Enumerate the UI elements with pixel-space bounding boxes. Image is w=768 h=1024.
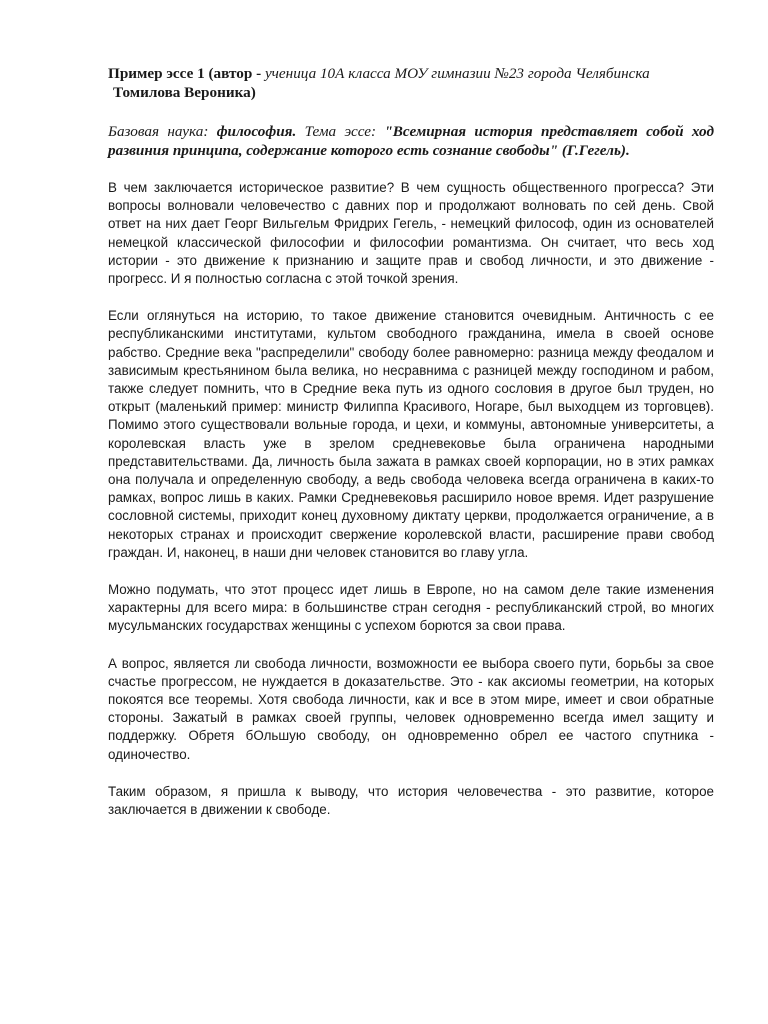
paragraph-4: А вопрос, является ли свобода личности, возможности ее выбора своего пути, борьбы за свое счастье прогрессом, не нуждается в доказательстве. Это - как аксиомы геометрии, на которых покоятся все теоремы. Хотя свобода личности, как и все в этом мире, имеет и свои обратные стороны. Зажатый в рамках своей группы, человек одновременно всегда имел защиту и поддержку. Обретя бОльшую свободу, он одновременно обрел ее частого спутника - одиночество.: [108, 655, 714, 762]
essay-topic-label: Тема эссе:: [296, 123, 385, 140]
paragraph-3: Можно подумать, что этот процесс идет лишь в Европе, но на самом деле такие изменения характерны для всего мира: в большинстве стран сегодня - республиканский строй, во многих мусульманских государствах женщины с успехом борются за свои права.: [108, 582, 714, 634]
essay-topic-quote: "Всемирная история представляет собой ход развиния принципа, содержание которого есть сознание свободы" (Г.Гегель).: [108, 123, 714, 159]
essay-header: [108, 64, 714, 102]
essay-page: [108, 64, 714, 819]
paragraph-2: Если оглянуться на историю, то такое движение становится очевидным. Античность с ее республиканскими институтами, культом свободного гражданина, имела в своей основе рабство. Средние века "распределили" свободу более равномерно: разница между феодалом и зависимым крестьянином была велика, но несравнима с разницей между господином и рабом, также следует помнить, что в Средние века путь из одного сословия в другое был труден, но открыт (маленький пример: министр Филиппа Красивого, Ногаре, был выходцем из торговцев). Помимо этого существовали вольные города, и цехи, и коммуны, автономные университеты, а королевская власть уже в зрелом средневековье была ограничена народными представительствами. Да, личность была зажата в рамках своей корпорации, но в этих рамках она получала и определенную свободу, а ведь свобода человека всегда ограничена в каких-то рамках, вопрос лишь в каких. Рамки Средневековья расширило новое время. Идет разрушение сословной системы, приходит конец духовному диктату церкви, продолжается ограничение, а в некоторых странах и происходит свержение королевской власти, расширение прави свобод граждан. И, наконец, в наши дни человек становится во главу угла.: [108, 308, 714, 560]
paragraph-1: В чем заключается историческое развитие? В чем сущность общественного прогресса? Эти вопросы волновали человечество с давних пор и продолжают волновать по сей день. Свой ответ на них дает Георг Вильгельм Фридрих Гегель, - немецкий философ, один из основателей немецкой классической философии и философии романтизма. Он считает, что весь ход истории - это движение к признанию и защите прав и свобод личности, и это движение - прогресс. И я полностью согласна с этой точкой зрения.: [108, 180, 714, 287]
science-value: философия.: [216, 123, 297, 140]
author-name: Томилова Вероника): [113, 84, 256, 101]
author-description: ученица 10А класса МОУ гимназии №23 города Челябинска: [264, 65, 650, 82]
header-label: Пример эссе 1 (автор -: [108, 65, 265, 82]
paragraph-5: Таким образом, я пришла к выводу, что история человечества - это развитие, которое заключается в движении к свободе.: [108, 783, 714, 818]
essay-topic: [108, 122, 714, 160]
science-label: Базовая наука:: [108, 123, 217, 140]
